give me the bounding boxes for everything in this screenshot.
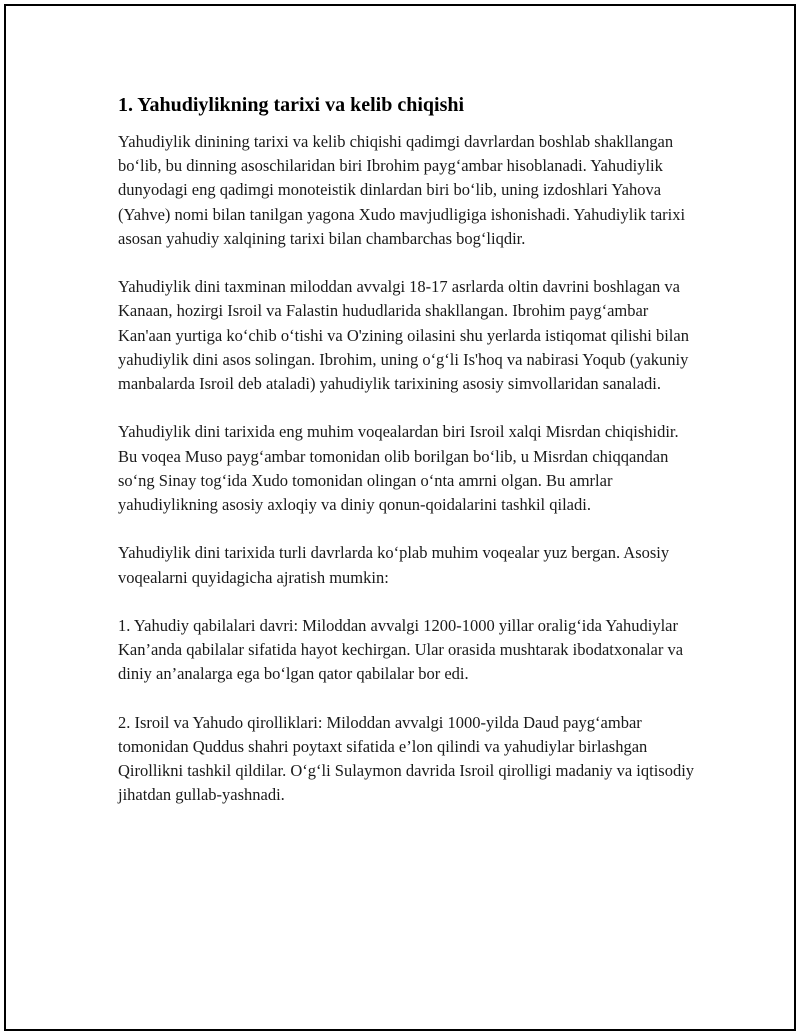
section-heading: 1. Yahudiylikning tarixi va kelib chiqishi	[118, 94, 465, 116]
paragraph-key-events-intro: Yahudiylik dini tarixida turli davrlarda ko‘plab muhim voqealar yuz bergan. Asosiy voqealarni quyidagicha ajratish mumkin:	[118, 543, 670, 587]
list-item-tribal-period: 1. Yahudiy qabilalari davri: Miloddan avvalgi 1200-1000 yillar oralig‘ida Yahudiylar Kan’anda qabilalar sifatida hayot kechirgan. Ular orasida mushtarak ibodatxonalar va diniy an’analarga ega bo‘lgan qator qabilalar bor edi.	[118, 616, 684, 684]
list-item-kingdoms: 2. Isroil va Yahudo qirolliklari: Miloddan avvalgi 1000-yilda Daud payg‘ambar tomonidan Quddus shahri poytaxt sifatida e’lon qilindi va yahudiylar birlashgan Qirollikni tashkil qildilar. O‘g‘li Sulaymon davrida Isroil qirolligi madaniy va iqtisodiy jihatdan gullab-yashnadi.	[118, 712, 695, 805]
document-body	[118, 92, 698, 832]
paragraph-kanaan-period: Yahudiylik dini taxminan miloddan avvalgi 18-17 asrlarda oltin davrini boshlagan va Kanaan, hozirgi Isroil va Falastin hududlarida shakllangan. Ibrohim payg‘ambar Kan'aan yurtiga ko‘chib o‘tishi va O'zining oilasini shu yerlarda istiqomat qilishi bilan yahudiylik dini asos solingan. Ibrohim, uning o‘g‘li Is'hoq va nabirasi Yoqub (yakuniy manbalarda Isroil deb ataladi) yahudiylik tarixining asosiy simvollaridan sanaladi.	[118, 277, 689, 394]
paragraph-exodus: Yahudiylik dini tarixida eng muhim voqealardan biri Isroil xalqi Misrdan chiqishidir. Bu voqea Muso payg‘ambar tomonidan olib borilgan bo‘lib, u Misrdan chiqqandan so‘ng Sinay tog‘ida Xudo tomonidan olingan o‘nta amrni olgan. Bu amrlar yahudiylikning asosiy axloqiy va diniy qonun-qoidalarini tashkil qiladi.	[118, 422, 679, 515]
paragraph-history-origin: Yahudiylik dinining tarixi va kelib chiqishi qadimgi davrlardan boshlab shakllangan bo‘lib, bu dinning asoschilaridan biri Ibrohim payg‘ambar hisoblanadi. Yahudiylik dunyodagi eng qadimgi monoteistik dinlardan biri bo‘lib, uning izdoshlari Yahova (Yahve) nomi bilan tanilgan yagona Xudo mavjudligiga ishonishadi. Yahudiylik tarixi asosan yahudiy xalqining tarixi bilan chambarchas bog‘liqdir.	[118, 132, 686, 248]
